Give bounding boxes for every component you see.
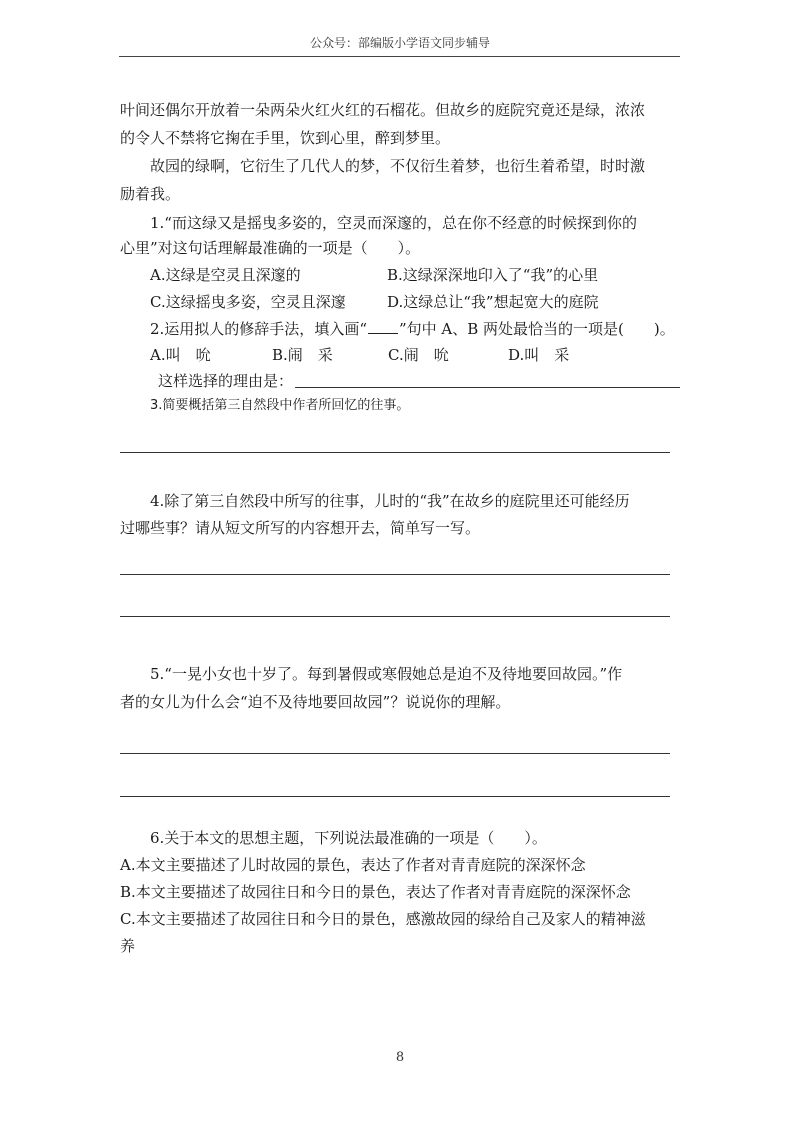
passage-line-2: 的令人不禁将它掬在手里，饮到心里，醉到梦里。	[120, 129, 451, 147]
passage-line-4: 励着我。	[120, 185, 181, 203]
q6-option-c-line-2[interactable]: 养	[120, 937, 136, 955]
q2-blank	[368, 319, 398, 334]
q2-option-b[interactable]: B.闹 采	[272, 346, 333, 364]
q5-line-2: 者的女儿为什么会“迫不及待地要回故园”？说说你的理解。	[120, 693, 511, 711]
q1-line-1: 1.“而这绿又是摇曳多姿的，空灵而深邃的，总在你不经意的时候探到你的	[150, 214, 637, 232]
page-header: 公众号：部编版小学语文同步辅导	[309, 36, 490, 50]
q4-answer-line-1[interactable]	[120, 574, 670, 575]
q4-line-1: 4.除了第三自然段中所写的往事，儿时的“我”在故乡的庭院里还可能经历	[150, 492, 630, 510]
q4-answer-line-2[interactable]	[120, 616, 670, 617]
q6-option-b[interactable]: B.本文主要描述了故园往日和今日的景色，表达了作者对青青庭院的深深怀念	[120, 883, 631, 901]
q5-line-1: 5.“一晃小女也十岁了。每到暑假或寒假她总是迫不及待地要回故园。”作	[150, 665, 623, 683]
q2-text-before: 2.运用拟人的修辞手法，填入画“	[150, 320, 367, 338]
q2-line	[150, 319, 675, 339]
q2-option-a[interactable]: A.叫 吮	[150, 346, 211, 364]
q1-option-d[interactable]: D.这绿总让“我”想起宽大的庭院	[387, 293, 599, 311]
q1-line-2: 心里”对这句话理解最准确的一项是（ ）。	[120, 239, 421, 257]
passage-line-1: 叶间还偶尔开放着一朵两朵火红火红的石榴花。但故乡的庭院究竟还是绿，浓浓	[120, 101, 646, 119]
page-number: 8	[395, 1050, 405, 1065]
q6-line-1: 6.关于本文的思想主题，下列说法最准确的一项是（ ）。	[150, 829, 547, 847]
q3-text: 3.简要概括第三自然段中作者所回忆的往事。	[150, 398, 410, 413]
q5-answer-line-1[interactable]	[120, 753, 670, 754]
q1-option-b[interactable]: B.这绿深深地印入了“我”的心里	[387, 266, 599, 284]
q6-option-c-line-1[interactable]: C.本文主要描述了故园往日和今日的景色，感激故园的绿给自己及家人的精神滋	[120, 910, 646, 928]
q2-option-d[interactable]: D.叫 采	[508, 346, 570, 364]
q2-option-c[interactable]: C.闹 吮	[388, 346, 449, 364]
q1-option-a[interactable]: A.这绿是空灵且深邃的	[150, 266, 301, 284]
q1-option-c[interactable]: C.这绿摇曳多姿，空灵且深邃	[150, 293, 346, 311]
q6-option-a[interactable]: A.本文主要描述了儿时故园的景色，表达了作者对青青庭院的深深怀念	[120, 856, 586, 874]
q2-reason-answer-line[interactable]	[295, 387, 680, 388]
passage-line-3: 故园的绿啊，它衍生了几代人的梦，不仅衍生着梦，也衍生着希望，时时激	[150, 157, 646, 175]
q5-answer-line-2[interactable]	[120, 796, 670, 797]
header-rule	[119, 56, 680, 57]
q3-answer-line[interactable]	[120, 452, 670, 453]
q2-text-after: ”句中 A、B 两处最恰当的一项是( )。	[398, 320, 675, 338]
q4-line-2: 过哪些事？请从短文所写的内容想开去，简单写一写。	[120, 519, 481, 537]
q2-reason-label: 这样选择的理由是：	[158, 372, 294, 390]
